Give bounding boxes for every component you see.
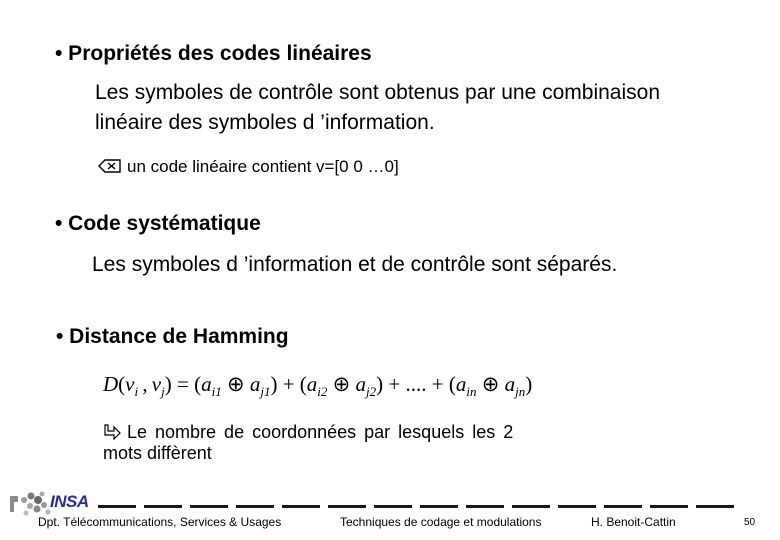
linear-codes-note-text: un code linéaire contient v=[0 0 …0] [127,157,399,176]
arrow-icon [103,424,121,445]
page-number: 50 [744,517,756,528]
linear-codes-text-line2: linéaire des symboles d ’information. [95,111,435,134]
footer-course: Techniques de codage et modulations [340,515,542,529]
linear-codes-note [98,157,399,179]
footer-author: H. Benoit-Cattin [591,515,676,529]
hamming-note-text-line1: Le nombre de coordonnées par lesquels les 2 [127,422,514,442]
footer-department: Dpt. Télécommunications, Services & Usages [38,515,282,529]
section-title-hamming-distance: • Distance de Hamming [56,325,289,348]
erase-arrow-icon [98,158,122,179]
section-title-systematic-code: • Code systématique [55,212,261,235]
insa-logo-text: INSA [50,492,89,511]
linear-codes-text-line1: Les symboles de contrôle sont obtenus par une combinaison [95,81,661,104]
section-title-linear-codes: • Propriétés des codes linéaires [55,42,372,65]
hamming-note-line1 [103,422,513,445]
hamming-distance-formula: $D(v_i$ , $v_j) = (a_{i1}$ ⊕ $a_{j1}) + (a_{i2}$ ⊕ $a_{j2}$) + .... + ($a_{in}$ ⊕ $a_{jn}$) [103,372,533,400]
systematic-code-text: Les symboles d ’information et de contrôle sont séparés. [92,253,618,276]
hamming-note-line2: mots diffèrent [103,443,212,463]
